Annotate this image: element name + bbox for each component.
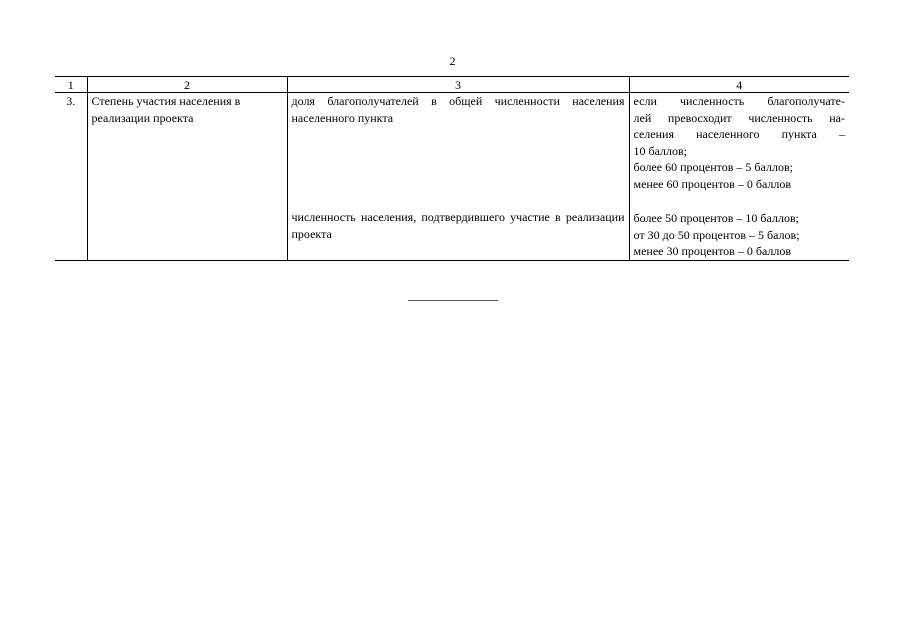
indicator-text-2: численность населения, подтвердившего участие в реализации проекта: [291, 210, 625, 241]
page-number: 2: [449, 54, 456, 68]
indicator-cell: [287, 93, 629, 261]
indicator-spacer: [292, 126, 625, 209]
score-1-line-3: селения населенного пункта –: [633, 127, 845, 141]
header-col-3: 3: [287, 77, 629, 93]
score-1-line-4: 10 баллов;: [633, 143, 688, 158]
score-1-line-1: если численность благополучате-: [633, 94, 845, 108]
header-col-1: 1: [55, 77, 87, 93]
table-row: [55, 93, 849, 261]
score-2-line-3: менее 30 процентов – 0 баллов: [633, 244, 792, 258]
table-header-row: [55, 77, 849, 93]
criteria-table: [55, 76, 849, 261]
end-of-document-rule: [408, 300, 498, 301]
criterion-text-line-2: реализации проекта: [91, 110, 194, 125]
header-col-2: 2: [87, 77, 287, 93]
criterion-text-line-1: Степень участия населения в: [91, 94, 241, 108]
score-cell: [629, 93, 849, 261]
criterion-cell: [87, 93, 287, 261]
score-1-line-2: лей превосходит численность на-: [633, 110, 845, 125]
score-1-line-5: более 60 процентов – 5 баллов;: [633, 160, 793, 174]
score-2-line-2: от 30 до 50 процентов – 5 балов;: [633, 227, 800, 242]
score-spacer: [634, 192, 846, 210]
indicator-text-1: доля благополучателей в общей численности населения населенного пункта: [291, 94, 625, 125]
row-number: 3.: [55, 93, 87, 261]
header-col-4: 4: [629, 77, 849, 93]
score-1-line-6: менее 60 процентов – 0 баллов: [633, 176, 792, 191]
score-2-line-1: более 50 процентов – 10 баллов;: [633, 211, 799, 225]
